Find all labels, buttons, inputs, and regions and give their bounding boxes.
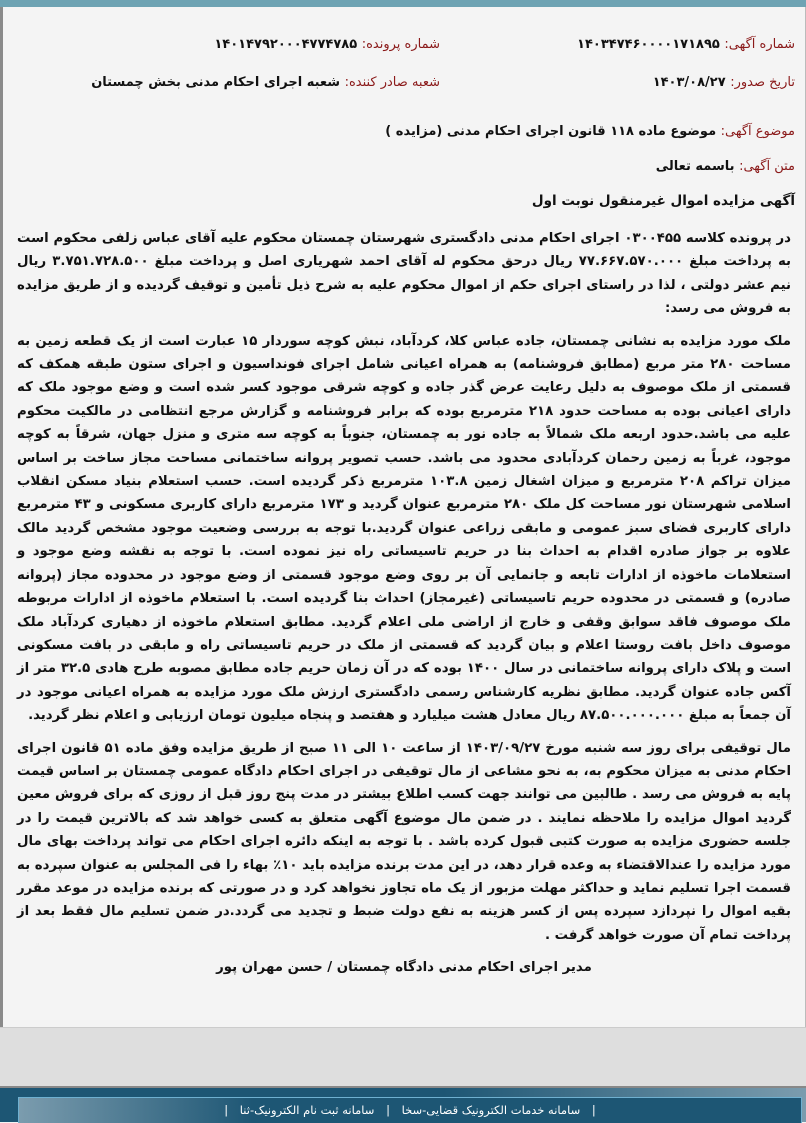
notice-body xyxy=(17,227,791,980)
footer-links xyxy=(18,1097,802,1123)
footer xyxy=(0,1088,806,1122)
branch-value: شعبه اجرای احکام مدنی بخش چمستان xyxy=(91,75,341,90)
separator: | xyxy=(224,1103,229,1117)
ad-subject xyxy=(385,124,795,139)
ad-number-label: شماره آگهی: xyxy=(724,37,795,52)
paragraph-auction-terms: مال توقیفی برای روز سه شنبه مورخ ۱۴۰۳/۰۹/۲۷ از ساعت ۱۰ الی ۱۱ صبح از طریق مزایده وفق ماده ۵۱ قانون اجرای احکام مدنی به میزان محکوم به، به نحو مشاعی از مال توقیفی در اجرای احکام دادگاه عمومی چمستان بر اساس قیمت پایه به فروش می رسد . طالبین می توانند جهت کسب اطلاع بیشتر در مدت پنج روز قبل از روزی که برای فروش معین گردید اموال مزایده را ملاحظه نمایند . در ضمن مال موضوع آگهی متعلق به کسی خواهد شد که بالاترین قیمت را در جلسه حضوری مزایده به صورت کتبی قبول کرده باشد . با توجه به اینکه دائره اجرای احکام می تواند پرداخت بهای مال مورد مزایده را عندالاقتضاء به وعده قرار دهد، در این مدت برنده مزایده باید ۱۰٪ بهاء را فی المجلس به عنوان سپرده به قسمت اجرا تسلیم نماید و حداکثر مهلت مزبور از یک ماه تجاوز نخواهد کرد و در صورتی که برنده مزایده در موعد مقرر بقیه اموال را نپردازد سپرده پس از کسر هزینه به نفع دولت ضبط و تجدید می گردد.در ضمن تسلیم مال فقط بعد از پرداخت تمام آن صورت خواهد گرفت . xyxy=(17,740,791,943)
ad-text xyxy=(656,159,795,174)
issue-date-label: تاریخ صدور: xyxy=(730,75,795,90)
text-intro: باسمه تعالی xyxy=(655,159,735,174)
text-label: متن آگهی: xyxy=(739,159,795,174)
ad-number xyxy=(577,37,795,52)
issue-date xyxy=(653,75,795,90)
case-number xyxy=(214,37,440,52)
paragraph-property: ملک مورد مزایده به نشانی چمستان، جاده عباس کلا، کردآباد، نبش کوچه سوردار ۱۵ عبارت است از یک قطعه زمین به مساحت ۲۸۰ متر مربع (مطابق فروشنامه) به همراه اعیانی شامل اجرای فونداسیون و اجرای ستون طبقه همکف که قسمتی از ملک موصوف به دلیل رعایت عرض گذر جاده و کوچه شرقی موجود کسر شده است و وضع موجود ملک که دارای اعیانی بوده به مساحت حدود ۲۱۸ مترمربع بوده که برابر فروشنامه و گزارش مرجع انتظامی در مالکیت محکوم علیه می باشد.حدود اربعه ملک شمالاً به جاده نور به چمستان، جنوباً به کوچه سه متری و منزل جهان، شرقاً به کوچه موجود، غرباً به زمین رحمان کردآبادی محدود می باشد. حسب تصویر پروانه ساختمانی مساحت مجاز ساخت بر اساس میزان تراکم ۲۰۸ مترمربع و میزان اشغال زمین ۱۰۳.۸ مترمربع ذکر گردیده است. حسب استعلام بنیاد مسکن انقلاب اسلامی شهرستان نور مساحت کل ملک ۲۸۰ مترمربع عنوان گردید و ۱۷۳ مترمربع دارای کاربری مسکونی و ۴۳ مترمربع دارای کاربری فضای سبز عمومی و مابقی زراعی عنوان گردید.با توجه به بررسی وضعیت موجود مشخص گردید مالک علاوه بر جواز صادره اقدام به احداث بنا در حریم تاسیساتی راه نیز نموده است. با توجه به نقشه وضع موجود و استعلامات ماخوذه از ادارات تابعه و جانمایی آن بر روی وضع موجود قسمتی از وضع موجود در محدوده مجاز (پروانه صادره) و قسمتی در محدوده حریم تاسیساتی (غیرمجاز) احداث بنا گردیده است. با استعلام ماخوذه از ادارات مربوطه ملک موصوف فاقد سوابق وقفی و خارج از اراضی ملی اعلام گردید. مطابق استعلام ماخوذه از دهیاری کردآباد ملک موصوف داخل بافت روستا اعلام و بیان گردید که قسمتی از ملک در حریم تاسیساتی راه و مابقی در بافت مسکونی است و پلاک دارای پروانه ساختمانی در سال ۱۴۰۰ بوده که در آن زمان حریم جاده مطابق مصوبه طرح هادی ۳۲.۵ متر از آکس جاده عنوان گردید. مطابق نظریه کارشناس رسمی دادگستری ارزش ملک مورد مزایده به همراه اعیانی موجود در آن جمعاً به مبلغ ۸۷.۵۰۰.۰۰۰.۰۰۰ ریال معادل هشت میلیارد و هفتصد و پنجاه میلیون تومان ارزیابی و اعلام نظر گردید. xyxy=(17,333,792,724)
notice-document xyxy=(0,7,806,1027)
separator: | xyxy=(591,1103,596,1117)
case-number-value: ۱۴۰۱۴۷۹۲۰۰۰۴۷۷۴۷۸۵ xyxy=(214,37,358,52)
footer-link-sakha[interactable]: سامانه خدمات الکترونیک قضایی-سخا xyxy=(401,1103,581,1117)
notice-title: آگهی مزایده اموال غیرمنقول نوبت اول xyxy=(531,193,795,209)
top-bar xyxy=(0,0,806,7)
issuing-branch xyxy=(91,75,440,90)
separator: | xyxy=(386,1103,390,1117)
subject-value: موضوع ماده ۱۱۸ قانون اجرای احکام مدنی (مزایده ) xyxy=(385,124,717,139)
signature: مدیر اجرای احکام مدنی دادگاه چمستان / حسن مهران پور xyxy=(216,960,592,976)
case-number-label: شماره پرونده: xyxy=(361,37,440,52)
bottom-panel xyxy=(0,1027,806,1089)
issue-date-value: ۱۴۰۳/۰۸/۲۷ xyxy=(652,75,726,90)
footer-link-sana[interactable]: سامانه ثبت نام الکترونیک-ثنا xyxy=(239,1103,375,1117)
paragraph-case: در پرونده کلاسه ۰۳۰۰۴۵۵ اجرای احکام مدنی دادگستری شهرستان چمستان محکوم علیه آقای عباس زلفی محکوم است به پرداخت مبلغ ۷۷.۶۶۷.۵۷۰.۰۰۰ ریال درحق محکوم له آقای احمد شهریاری اصل و پرداخت مبلغ ۳.۷۵۱.۷۲۸.۵۰۰ ریال نیم عشر دولتی ، لذا در راستای اجرای حکم از اموال محکوم علیه به شرح ذیل تأمین و توقیف گردیده و از طریق مزایده به فروش می رسد: xyxy=(17,231,791,317)
ad-number-value: ۱۴۰۳۴۷۴۶۰۰۰۰۱۷۱۸۹۵ xyxy=(577,37,720,52)
branch-label: شعبه صادر کننده: xyxy=(344,75,440,90)
subject-label: موضوع آگهی: xyxy=(720,124,795,139)
